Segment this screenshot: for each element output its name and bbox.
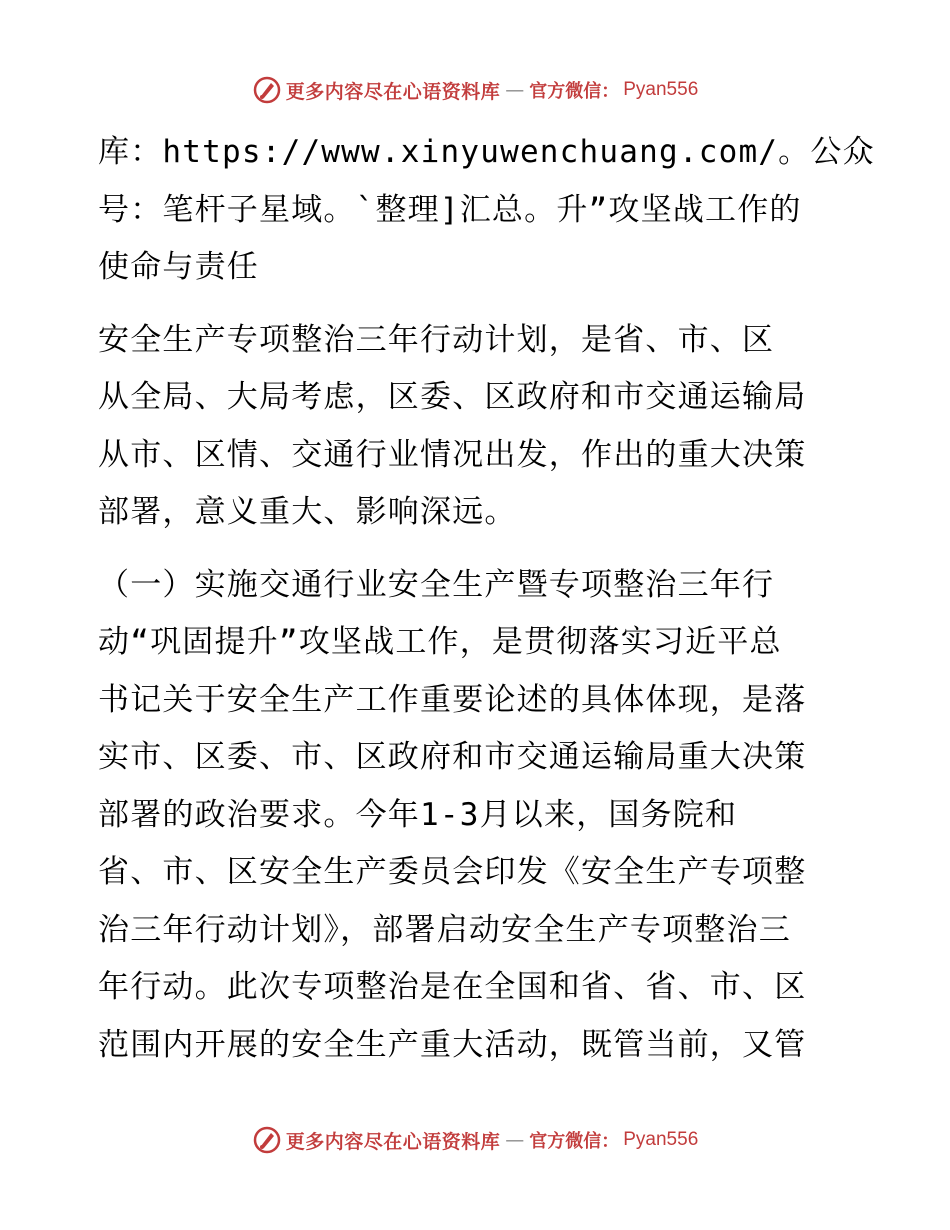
paragraph-plan <box>98 312 852 542</box>
pen-nib-logo-icon <box>252 75 282 105</box>
text-line: 范围内开展的安全生产重大活动，既管当前，又管 <box>98 1026 807 1063</box>
footer-banner-dash: — <box>505 1129 525 1151</box>
text-line: 书记关于安全生产工作重要论述的具体体现，是落 <box>98 681 807 718</box>
header-banner-dash: — <box>505 79 525 101</box>
footer-banner-content <box>252 1125 699 1155</box>
text-line: 部署的政治要求。今年1-3月以来，国务院和 <box>98 796 738 833</box>
text-line: 从市、区情、交通行业情况出发，作出的重大决策 <box>98 436 807 473</box>
text-line: 年行动。此次专项整治是在全国和省、省、市、区 <box>98 969 807 1005</box>
text-line: 使命与责任 <box>98 249 259 285</box>
paragraph-intro <box>98 124 875 297</box>
text-line: （一）实施交通行业安全生产暨专项整治三年行 <box>98 566 775 603</box>
text-line: 库：https://www.xinyuwenchuang.com/。公众 <box>98 134 875 170</box>
text-line: 实市、区委、市、区政府和市交通运输局重大决策 <box>98 739 807 775</box>
header-banner-content <box>252 75 699 105</box>
text-line: 号：笔杆子星域。`整理]汇总。升”攻坚战工作的 <box>98 191 802 228</box>
text-line: 治三年行动计划》，部署启动安全生产专项整治三 <box>98 911 791 948</box>
footer-banner-label: 官方微信： <box>529 1131 620 1152</box>
footer-banner-wechat-id: Pyan556 <box>623 1129 699 1150</box>
footer-banner <box>0 1120 950 1160</box>
text-line: 省、市、区安全生产委员会印发《安全生产专项整 <box>98 854 807 890</box>
header-banner <box>0 70 950 110</box>
header-banner-text: 更多内容尽在心语资料库 <box>285 80 501 103</box>
footer-banner-text: 更多内容尽在心语资料库 <box>285 1130 501 1153</box>
paragraph-section-one <box>98 557 852 1075</box>
pen-nib-logo-icon <box>252 1125 282 1155</box>
header-banner-wechat-id: Pyan556 <box>623 79 699 100</box>
text-line: 从全局、大局考虑，区委、区政府和市交通运输局 <box>98 379 807 415</box>
text-line: 动“巩固提升”攻坚战工作，是贯彻落实习近平总 <box>98 624 782 660</box>
document-body <box>98 124 875 1074</box>
text-line: 安全生产专项整治三年行动计划，是省、市、区 <box>98 321 775 358</box>
header-banner-label: 官方微信： <box>529 81 620 102</box>
text-line: 部署，意义重大、影响深远。 <box>98 494 517 530</box>
